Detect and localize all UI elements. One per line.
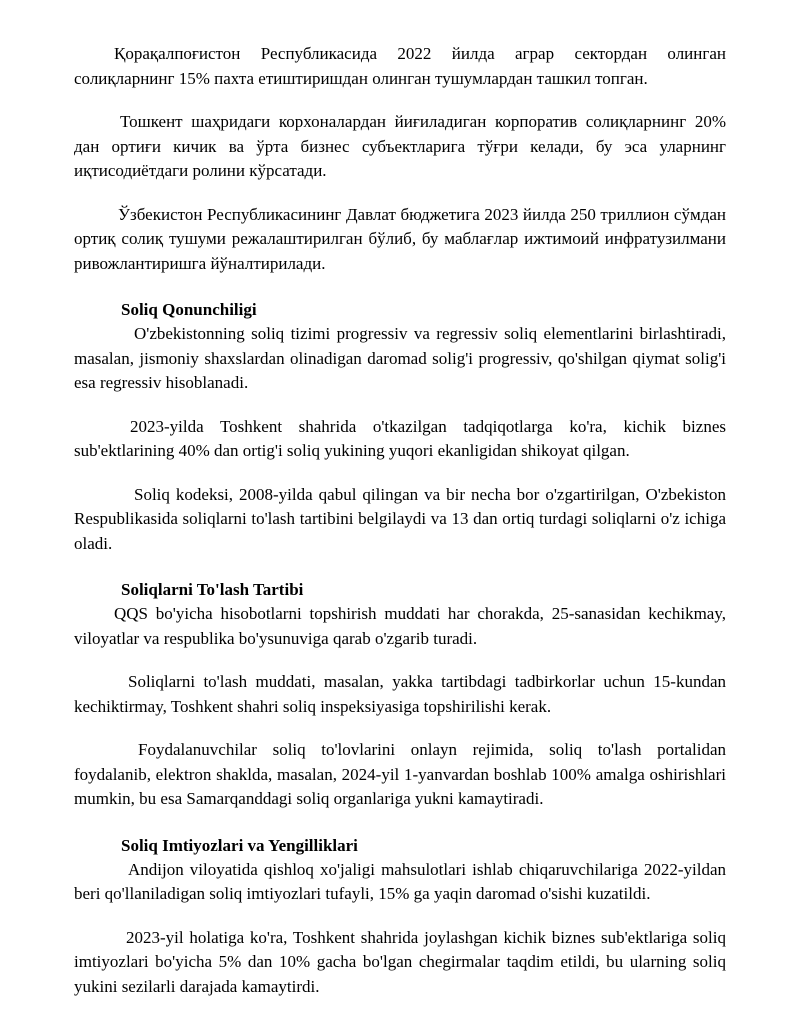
paragraph-tashkent-corporate-taxes: Тошкент шаҳридаги корхоналардан йиғиладиган корпоратив солиқларнинг 20% дан ортиғи кичик ва ўрта бизнес субъектларига тўғри келади, бу эса уларнинг иқтисодиётдаги ролини кўрсатади. (74, 112, 726, 180)
paragraph-progressive-regressive-system: O'zbekistonning soliq tizimi progressiv va regressiv soliq elementlarini birlashtiradi, masalan, jismoniy shaxslardan olinadigan daromad solig'i progressiv, qo'shilgan qiymat solig'i esa regressiv hisoblanadi. (74, 324, 726, 392)
paragraph-online-payments: Foydalanuvchilar soliq to'lovlarini onlayn rejimida, soliq to'lash portalidan foydalanib, elektron shaklda, masalan, 2024-yil 1-yanvardan boshlab 100% amalga oshirishlari mumkin, bu esa Samarqanddagi soliq organlariga yukni kamaytiradi. (74, 740, 726, 808)
paragraph-state-budget-2023: Ўзбекистон Республикасининг Давлат бюджетига 2023 йилда 250 триллион сўмдан ортиқ солиқ тушуми режалаштирилган бўлиб, бу маблағлар ижтимоий инфратузилмани ривожлантиришга йўналтирилади. (74, 204, 726, 273)
section-heading-tax-benefits: Soliq Imtiyozlari va Yengilliklari (121, 835, 358, 855)
section-heading-payment-procedure: Soliqlarni To'lash Tartibi (121, 580, 304, 599)
paragraph-andijan-agriculture-benefits: Andijon viloyatida qishloq xo'jaligi mahsulotlari ishlab chiqaruvchilariga 2022-yildan beri qo'llaniladigan soliq imtiyozlari tufayli, 15% ga yaqin daromad o'sishi kuzatildi. (74, 859, 726, 903)
paragraph-payment-deadline: Soliqlarni to'lash muddati, masalan, yakka tartibdagi tadbirkorlar uchun 15-kundan kechiktirmay, Toshkent shahri soliq inspeksiyasiga topshirilishi kerak. (74, 672, 726, 716)
paragraph-tashkent-small-business-discounts: 2023-yil holatiga ko'ra, Toshkent shahrida joylashgan kichik biznes sub'ektlariga soliq imtiyozlari bo'yicha 5% dan 10% gacha bo'lgan chegirmalar taqdim etildi, bu ularning soliq yukini sezilarli darajada kamaytirdi. (74, 927, 726, 996)
paragraph-small-business-survey: 2023-yilda Toshkent shahrida o'tkazilgan tadqiqotlarga ko'ra, kichik biznes sub'ektlarining 40% dan ortig'i soliq yukining yuqori ekanligidan shikoyat qilgan. (74, 416, 726, 460)
paragraph-tax-code: Soliq kodeksi, 2008-yilda qabul qilingan va bir necha bor o'zgartirilgan, O'zbekiston Respublikasida soliqlarni to'lash tartibini belgilaydi va 13 dan ortiq turdagi soliqlarni o'z ichiga oladi. (74, 484, 726, 553)
section-heading-tax-legislation: Soliq Qonunchiligi (121, 300, 257, 319)
document-page (74, 42, 726, 999)
paragraph-karakalpakstan-agrarian-taxes: Қорақалпоғистон Республикасида 2022 йилда аграр сектордан олинган солиқларнинг 15% пахта етиштиришдан олинган тушумлардан ташкил топган. (74, 44, 726, 88)
paragraph-vat-reporting-deadline: QQS bo'yicha hisobotlarni topshirish muddati har chorakda, 25-sanasidan kechikmay, viloyatlar va respublika bo'ysunuviga qarab o'zgarib turadi. (74, 604, 726, 648)
